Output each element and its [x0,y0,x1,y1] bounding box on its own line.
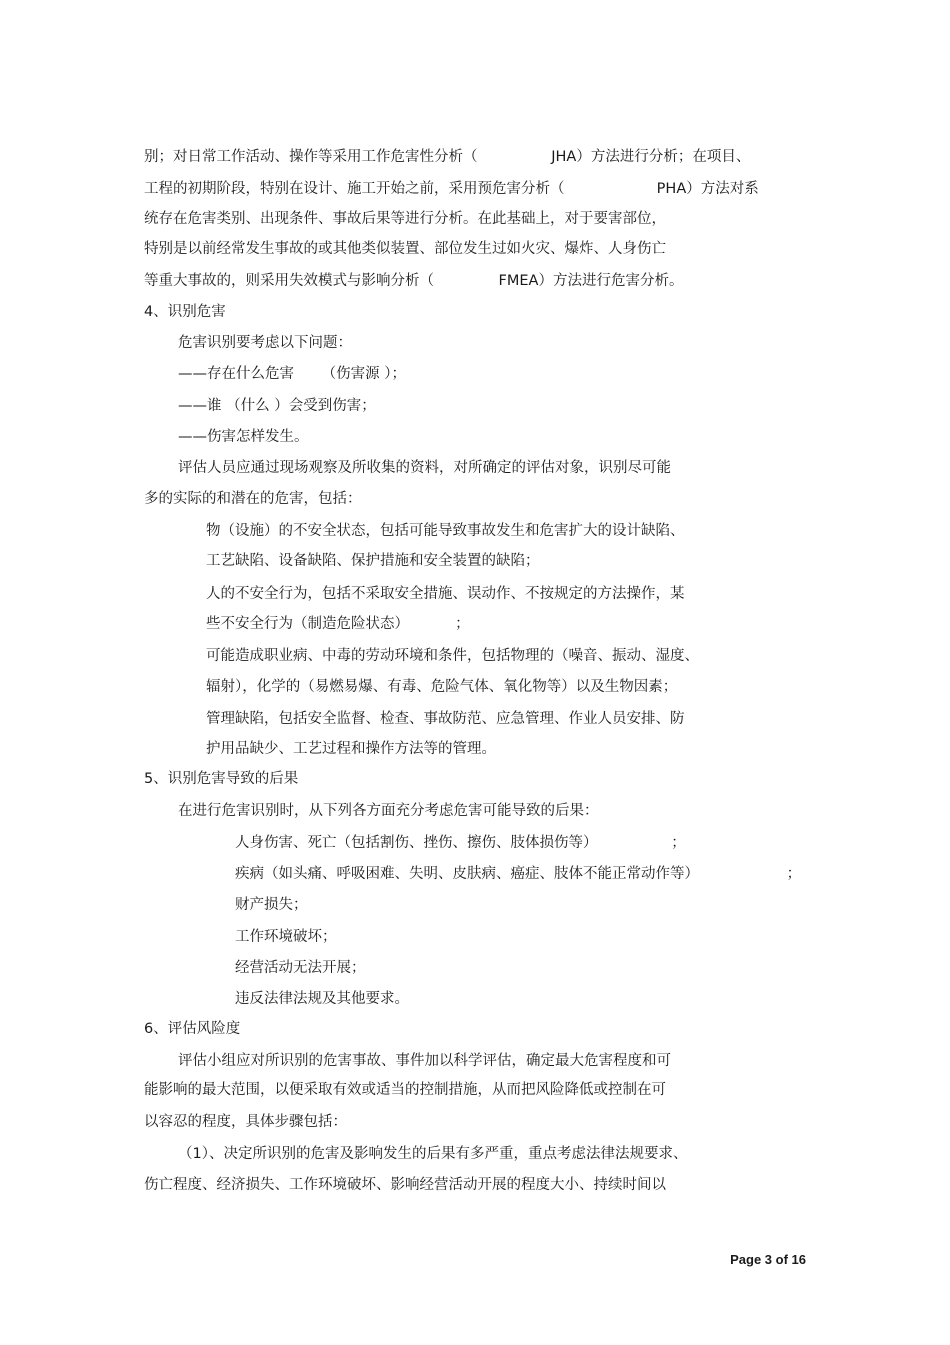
list-item: ——存在什么危害 （伤害源 ）； [178,366,407,382]
section-heading: 5、识别危害导致的后果 [144,771,299,787]
body-line: 危害识别要考虑以下问题： [178,335,352,351]
body-line: 工程的初期阶段，特别在设计、施工开始之前，采用预危害分析（ PHA）方法对系 [144,181,759,197]
body-line: 能影响的最大范围，以便采取有效或适当的控制措施，从而把风险降低或控制在可 [144,1082,666,1098]
body-line: 伤亡程度、经济损失、工作环境破坏、影响经营活动开展的程度大小、持续时间以 [144,1177,666,1193]
list-item: 违反法律法规及其他要求。 [235,991,409,1007]
body-line: 评估小组应对所识别的危害事故、事件加以科学评估，确定最大危害程度和可 [178,1053,671,1069]
list-item: 辐射），化学的（易燃易爆、有毒、危险气体、氧化物等）以及生物因素； [206,679,678,695]
list-item: 管理缺陷，包括安全监督、检查、事故防范、应急管理、作业人员安排、防 [206,711,685,727]
list-item: ——谁 （什么 ）会受到伤害； [178,398,376,414]
list-item: 工作环境破坏； [235,929,337,945]
section-heading: 4、识别危害 [144,304,226,320]
list-item: 物（设施）的不安全状态，包括可能导致事故发生和危害扩大的设计缺陷、 [206,523,685,539]
body-line: 统存在危害类别、出现条件、事故后果等进行分析。在此基础上，对于要害部位， [144,211,666,227]
body-line: 特别是以前经常发生事故的或其他类似装置、部位发生过如火灾、爆炸、人身伤亡 [144,241,666,257]
list-item: 经营活动无法开展； [235,960,366,976]
list-item: 可能造成职业病、中毒的劳动环境和条件，包括物理的（噪音、振动、湿度、 [206,648,699,664]
list-item: 疾病（如头痛、呼吸困难、失明、皮肤病、癌症、肢体不能正常动作等） ； [235,866,802,882]
list-item: 人的不安全行为，包括不采取安全措施、误动作、不按规定的方法操作，某 [206,586,685,602]
body-line: 别；对日常工作活动、操作等采用工作危害性分析（ JHA）方法进行分析；在项目、 [144,149,751,165]
list-item: 些不安全行为（制造危险状态） ； [206,616,470,632]
body-line: 等重大事故的，则采用失效模式与影响分析（ FMEA）方法进行危害分析。 [144,273,684,289]
body-line: （1）、决定所识别的危害及影响发生的后果有多严重，重点考虑法律法规要求、 [178,1146,688,1162]
list-item: 护用品缺少、工艺过程和操作方法等的管理。 [206,741,496,757]
body-line: 在进行危害识别时，从下列各方面充分考虑危害可能导致的后果： [178,803,599,819]
list-item: 财产损失； [235,897,308,913]
section-heading: 6、评估风险度 [144,1021,241,1037]
page-number: Page 3 of 16 [730,1252,806,1267]
list-item: ——伤害怎样发生。 [178,429,309,445]
list-item: 人身伤害、死亡（包括割伤、挫伤、擦伤、肢体损伤等） ； [235,835,686,851]
body-line: 以容忍的程度，具体步骤包括： [144,1114,347,1130]
list-item: 工艺缺陷、设备缺陷、保护措施和安全装置的缺陷； [206,553,540,569]
body-line: 评估人员应通过现场观察及所收集的资料，对所确定的评估对象，识别尽可能 [178,460,671,476]
body-line: 多的实际的和潜在的危害，包括： [144,491,362,507]
